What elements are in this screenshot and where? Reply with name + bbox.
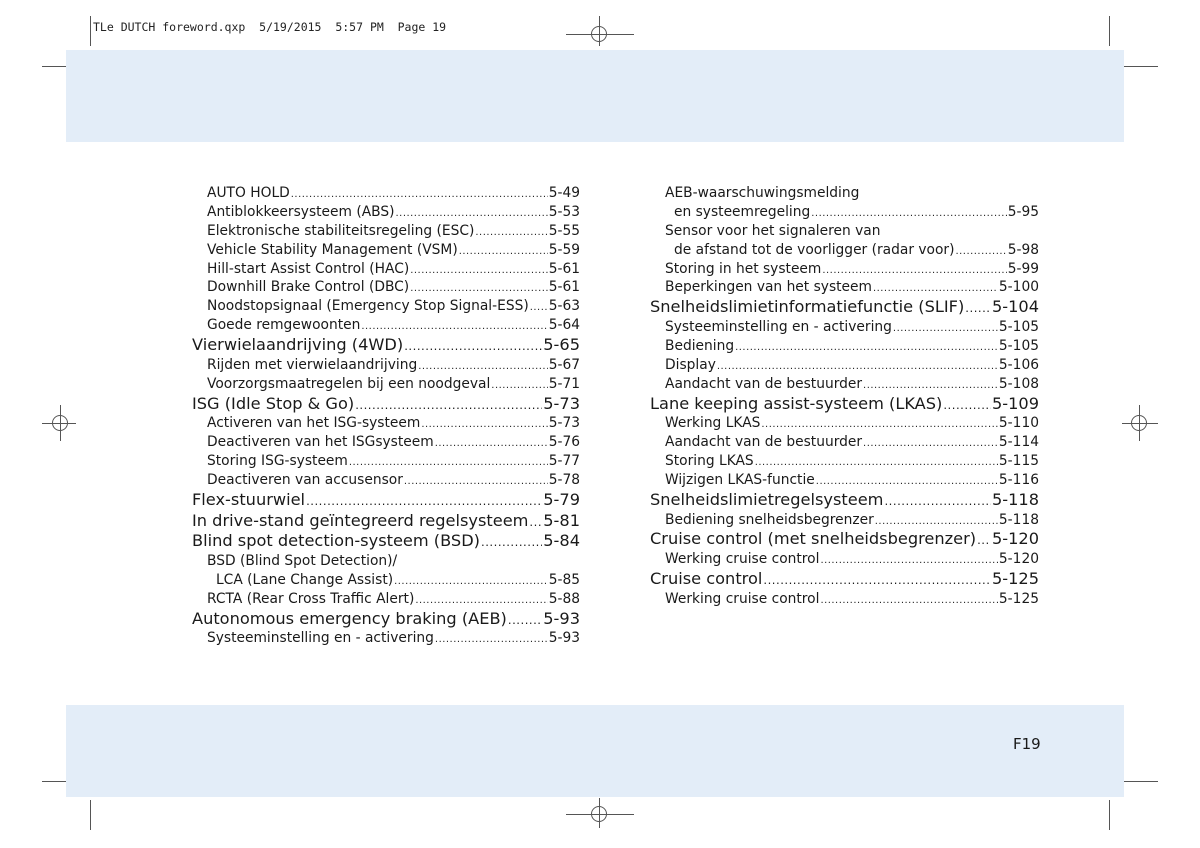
toc-page-ref: 5-105 bbox=[998, 337, 1039, 354]
toc-page-ref: 5-67 bbox=[548, 356, 580, 373]
toc-main-entry bbox=[192, 511, 580, 532]
toc-entry-label: RCTA (Rear Cross Traffic Alert) bbox=[207, 590, 415, 607]
toc-sub-entry bbox=[192, 375, 580, 394]
toc-leader-dots bbox=[965, 298, 991, 319]
toc-main-entry bbox=[650, 297, 1039, 318]
toc-entry-label: Display bbox=[665, 356, 716, 373]
toc-leader-dots bbox=[306, 491, 542, 512]
toc-page-ref: 5-77 bbox=[548, 453, 580, 470]
toc-sub-entry bbox=[192, 452, 580, 471]
toc-page-ref: 5-115 bbox=[998, 453, 1039, 470]
toc-entry-label: Goede remgewoonten bbox=[207, 317, 361, 334]
toc-main-entry bbox=[650, 394, 1039, 415]
toc-page-ref: 5-98 bbox=[1007, 241, 1039, 258]
toc-sub-entry bbox=[650, 356, 1039, 375]
header-band bbox=[66, 50, 1124, 142]
toc-page-ref: 5-118 bbox=[991, 489, 1039, 509]
toc-entry-label: Antiblokkeersysteem (ABS) bbox=[207, 203, 395, 220]
toc-page-ref: 5-100 bbox=[998, 279, 1039, 296]
toc-sub-entry bbox=[650, 241, 1039, 260]
toc-entry-label: Aandacht van de bestuurder bbox=[665, 434, 863, 451]
toc-sub-entry bbox=[192, 297, 580, 316]
toc-page-ref: 5-71 bbox=[548, 375, 580, 392]
footer-band bbox=[66, 705, 1124, 797]
toc-entry-label: Elektronische stabiliteitsregeling (ESC) bbox=[207, 222, 475, 239]
toc-sub-entry bbox=[650, 433, 1039, 452]
toc-sub-entry bbox=[192, 590, 580, 609]
toc-sub-entry bbox=[650, 222, 1039, 241]
toc-leader-dots bbox=[820, 592, 997, 611]
toc-sub-entry bbox=[192, 222, 580, 241]
toc-page-ref: 5-65 bbox=[543, 335, 580, 355]
toc-entry-label: Wijzigen LKAS-functie bbox=[665, 471, 815, 488]
toc-page-ref: 5-125 bbox=[998, 590, 1039, 607]
toc-sub-entry bbox=[650, 452, 1039, 471]
toc-main-entry bbox=[650, 529, 1039, 550]
toc-leader-dots bbox=[529, 512, 542, 533]
toc-page-ref: 5-55 bbox=[548, 222, 580, 239]
toc-main-entry bbox=[192, 394, 580, 415]
toc-entry-label: Rijden met vierwielaandrijving bbox=[207, 356, 418, 373]
toc-sub-entry bbox=[650, 278, 1039, 297]
toc-leader-dots bbox=[763, 570, 991, 591]
toc-page-ref: 5-85 bbox=[548, 571, 580, 588]
toc-sub-entry bbox=[650, 414, 1039, 433]
toc-entry-label: Vierwielaandrijving (4WD) bbox=[192, 335, 404, 355]
toc-entry-label: Storing ISG-systeem bbox=[207, 453, 348, 470]
print-slug: TLe DUTCH foreword.qxp 5/19/2015 5:57 PM Page 19 bbox=[93, 20, 447, 34]
toc-entry-label: Snelheidslimietregelsysteem bbox=[650, 489, 884, 509]
toc-page-ref: 5-105 bbox=[998, 319, 1039, 336]
toc-sub-entry bbox=[192, 552, 580, 571]
toc-entry-label: Hill-start Assist Control (HAC) bbox=[207, 260, 410, 277]
toc-entry-label: LCA (Lane Change Assist) bbox=[216, 571, 394, 588]
toc-entry-label: Aandacht van de bestuurder bbox=[665, 375, 863, 392]
toc-page-ref: 5-73 bbox=[543, 393, 580, 413]
toc-sub-entry bbox=[192, 471, 580, 490]
toc-entry-label: ISG (Idle Stop & Go) bbox=[192, 393, 355, 413]
toc-sub-entry bbox=[192, 278, 580, 297]
toc-entry-label: Bediening snelheidsbegrenzer bbox=[665, 511, 874, 528]
toc-leader-dots bbox=[884, 491, 990, 512]
toc-main-entry bbox=[192, 335, 580, 356]
toc-entry-label: Activeren van het ISG-systeem bbox=[207, 415, 421, 432]
toc-sub-entry bbox=[650, 375, 1039, 394]
toc-main-entry bbox=[650, 490, 1039, 511]
toc-sub-entry bbox=[650, 590, 1039, 609]
toc-page-ref: 5-95 bbox=[1007, 203, 1039, 220]
toc-entry-label: Werking cruise control bbox=[665, 590, 820, 607]
toc-leader-dots bbox=[355, 395, 542, 416]
toc-entry-label: Systeeminstelling en - activering bbox=[207, 630, 434, 647]
toc-page-ref: 5-120 bbox=[998, 551, 1039, 568]
toc-sub-entry bbox=[650, 203, 1039, 222]
toc-entry-label: Noodstopsignaal (Emergency Stop Signal-ESS) bbox=[207, 298, 529, 315]
toc-page-ref: 5-64 bbox=[548, 317, 580, 334]
toc-page-ref: 5-49 bbox=[548, 185, 580, 201]
toc-entry-label: Voorzorgsmaatregelen bij een noodgeval bbox=[207, 375, 491, 392]
toc-entry-label: Snelheidslimietinformatiefunctie (SLIF) bbox=[650, 297, 965, 317]
toc-page-ref: 5-118 bbox=[998, 511, 1039, 528]
toc-leader-dots bbox=[481, 532, 542, 553]
toc-entry-label: en systeemregeling bbox=[674, 203, 811, 220]
toc-entry-label: Sensor voor het signaleren van bbox=[665, 222, 881, 239]
toc-page-ref: 5-81 bbox=[543, 510, 580, 530]
toc-page-ref: 5-63 bbox=[548, 298, 580, 315]
toc-sub-entry bbox=[192, 184, 580, 203]
toc-page-ref: 5-125 bbox=[991, 569, 1039, 588]
toc-entry-label: Autonomous emergency braking (AEB) bbox=[192, 608, 507, 628]
toc-entry-label: BSD (Blind Spot Detection)/ bbox=[207, 552, 398, 569]
toc-page-ref: 5-61 bbox=[548, 260, 580, 277]
toc-right-column bbox=[650, 184, 1039, 609]
toc-page-ref: 5-76 bbox=[548, 434, 580, 451]
toc-sub-entry bbox=[650, 337, 1039, 356]
toc-entry-label: Downhill Brake Control (DBC) bbox=[207, 279, 410, 296]
toc-entry-label: Systeeminstelling en - activering bbox=[665, 319, 892, 336]
toc-entry-label: Werking cruise control bbox=[665, 551, 820, 568]
toc-sub-entry bbox=[192, 260, 580, 279]
toc-main-entry bbox=[192, 490, 580, 511]
toc-sub-entry bbox=[650, 471, 1039, 490]
toc-sub-entry bbox=[192, 571, 580, 590]
toc-sub-entry bbox=[650, 550, 1039, 569]
toc-page-ref: 5-79 bbox=[543, 489, 580, 509]
toc-sub-entry bbox=[650, 511, 1039, 530]
toc-entry-label: Vehicle Stability Management (VSM) bbox=[207, 241, 458, 258]
toc-sub-entry bbox=[192, 203, 580, 222]
toc-entry-label: Storing LKAS bbox=[665, 453, 754, 470]
toc-page-ref: 5-59 bbox=[548, 241, 580, 258]
toc-page-ref: 5-108 bbox=[998, 375, 1039, 392]
toc-page-ref: 5-88 bbox=[548, 590, 580, 607]
toc-page-ref: 5-78 bbox=[548, 471, 580, 488]
toc-page-ref: 5-104 bbox=[991, 297, 1039, 317]
toc-leader-dots bbox=[943, 395, 991, 416]
toc-sub-entry bbox=[650, 184, 1039, 203]
toc-entry-label: Cruise control (met snelheidsbegrenzer) bbox=[650, 529, 977, 549]
toc-page-ref: 5-73 bbox=[548, 415, 580, 432]
toc-entry-label: Deactiveren van accusensor bbox=[207, 471, 403, 488]
toc-entry-label: Lane keeping assist-systeem (LKAS) bbox=[650, 393, 943, 413]
toc-leader-dots bbox=[404, 336, 542, 357]
toc-sub-entry bbox=[192, 433, 580, 452]
toc-page-ref: 5-110 bbox=[998, 415, 1039, 432]
toc-sub-entry bbox=[192, 241, 580, 260]
toc-entry-label: Flex-stuurwiel bbox=[192, 489, 306, 509]
toc-entry-label: Cruise control bbox=[650, 569, 763, 588]
toc-page-ref: 5-114 bbox=[998, 434, 1039, 451]
toc-entry-label: In drive-stand geïntegreerd regelsysteem bbox=[192, 510, 529, 530]
toc-page-ref: 5-93 bbox=[543, 608, 580, 628]
toc-leader-dots bbox=[977, 530, 991, 551]
toc-entry-label: Bediening bbox=[665, 337, 735, 354]
toc-page-ref: 5-106 bbox=[998, 356, 1039, 373]
toc-entry-label: Werking LKAS bbox=[665, 415, 761, 432]
toc-page-ref: 5-53 bbox=[548, 203, 580, 220]
toc-leader-dots bbox=[435, 631, 548, 650]
toc-leader-dots bbox=[508, 610, 542, 631]
toc-entry-label: Storing in het systeem bbox=[665, 260, 822, 277]
toc-sub-entry bbox=[192, 629, 580, 648]
toc-entry-label: AEB-waarschuwingsmelding bbox=[665, 185, 860, 201]
toc-sub-entry bbox=[192, 316, 580, 335]
toc-page-ref: 5-93 bbox=[548, 630, 580, 647]
toc-sub-entry bbox=[650, 260, 1039, 279]
toc-left-column bbox=[192, 184, 580, 648]
page-number: F19 bbox=[1013, 735, 1041, 753]
toc-sub-entry bbox=[192, 414, 580, 433]
toc-entry-label: Deactiveren van het ISGsysteem bbox=[207, 434, 434, 451]
toc-sub-entry bbox=[192, 356, 580, 375]
toc-page-ref: 5-61 bbox=[548, 279, 580, 296]
toc-page-ref: 5-109 bbox=[991, 393, 1039, 413]
toc-page-ref: 5-120 bbox=[991, 529, 1039, 549]
toc-page-ref: 5-116 bbox=[998, 471, 1039, 488]
toc-main-entry bbox=[192, 609, 580, 630]
toc-entry-label: Blind spot detection-systeem (BSD) bbox=[192, 531, 480, 551]
toc-page-ref: 5-84 bbox=[543, 531, 580, 551]
toc-main-entry bbox=[192, 531, 580, 552]
toc-entry-label: Beperkingen van het systeem bbox=[665, 279, 872, 296]
toc-sub-entry bbox=[650, 318, 1039, 337]
toc-entry-label: de afstand tot de voorligger (radar voor) bbox=[674, 241, 955, 258]
toc-page-ref: 5-99 bbox=[1007, 260, 1039, 277]
toc-entry-label: AUTO HOLD bbox=[207, 185, 290, 201]
toc-main-entry bbox=[650, 569, 1039, 590]
